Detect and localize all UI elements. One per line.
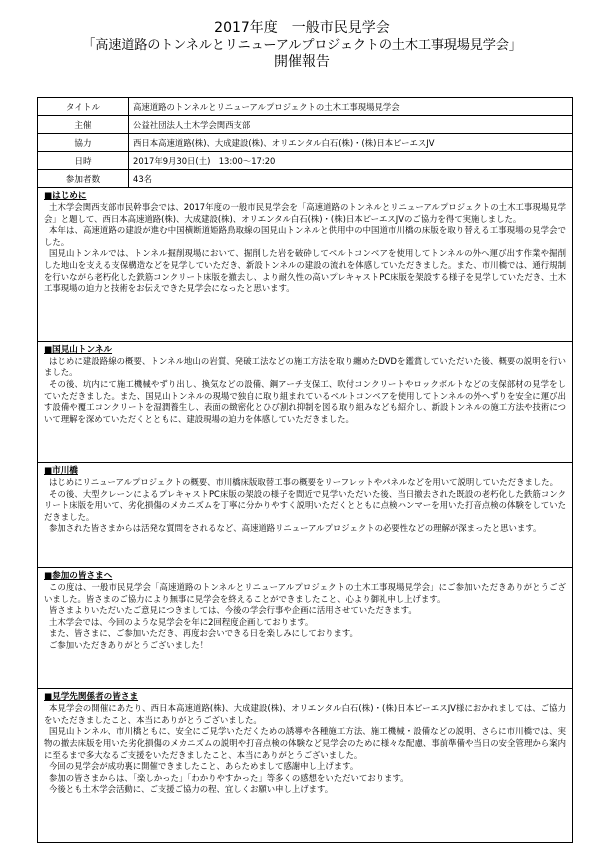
paragraph: 皆さまよりいただいたご意見につきましては、今後の学会行事や企画に活用させていただきます。: [49, 605, 417, 616]
section-intro: [38, 188, 573, 342]
info-value: 43名: [129, 170, 573, 188]
info-label: 主催: [38, 116, 129, 134]
info-label: 参加者数: [38, 170, 129, 188]
paragraph: 土木学会では、今回のような見学会を年に2回程度企画しております。: [49, 616, 314, 627]
paragraph: 今回の見学会が成功裏に開催できましたこと、あらためまして感謝申し上げます。: [49, 761, 359, 772]
paragraph: 今後とも土木学会活動に、ご支援ご協力の程、宜しくお願い申し上げます。: [49, 784, 334, 795]
section-thanks: [38, 689, 573, 843]
paragraph: ご参加いただきありがとうございました！: [49, 639, 209, 650]
paragraph: はじめにリニューアルプロジェクトの概要、市川橋床版取替工事の概要をリーフレットやパネルなどを用いて説明していただきました。: [49, 476, 558, 487]
paragraph: その後、大型クレーンによるプレキャストPC床版の架設の様子を間近で見学いただいた後、当日撤去された既設の老朽化した鉄筋コンクリート床版を用いて、劣化損傷のメカニズムを丁寧に分かりやすく説明いただくとともに点検ハンマーを用いた打音点検の体験をしていただきました。: [44, 488, 566, 522]
info-label: タイトル: [38, 98, 129, 116]
paragraph: この度は、一般市民見学会「高速道路のトンネルとリニューアルプロジェクトの土木工事現場見学会」にご参加いただきありがとうございました。皆さまのご協力により無事に見学会を終えることができましたこと、心より御礼申し上げます。: [44, 581, 566, 604]
paragraph: 本年は、高速道路の建設が進む中国横断道姫路鳥取線の国見山トンネルと供用中の中国道市川橋の床版を取り替える工事現場の見学会でした。: [44, 225, 566, 247]
info-row-title: [38, 98, 573, 116]
section-heading: ■市川橋: [44, 465, 78, 476]
title-line-2: 「高速道路のトンネルとリニューアルプロジェクトの土木工事現場見学会」: [82, 38, 522, 53]
paragraph: 土木学会関西支部市民幹事会では、2017年度の一般市民見学会を「高速道路のトンネルとリニューアルプロジェクトの土木工事現場見学会」と題して、西日本高速道路(株)、大成建設(株)、オリエンタル白石(株)・(株)日本ピーエスJVのご協力を得て実施しました。: [44, 202, 566, 224]
report-title: [0, 20, 604, 71]
paragraph: 参加された皆さまからは活発な質問をされるなど、高速道路リニューアルプロジェクトの必要性などの理解が深まったと思います。: [49, 523, 542, 534]
paragraph: 参加の皆さまからは、「楽しかった」「わかりやすかった」等多くの感想をいただいております。: [49, 772, 409, 783]
info-row-attendance: [38, 170, 573, 188]
section-tunnel: [38, 341, 573, 462]
title-line-1: 2017年度 一般市民見学会: [214, 20, 390, 36]
paragraph: 国見山トンネル、市川橋ともに、安全にご見学いただくための誘導や各種施工方法、施工機械・設備などの説明、さらに市川橋では、実物の撤去床版を用いた劣化損傷のメカニズムの説明や打音点検の体験など見学会のために様々な配慮、事前準備や当日の安全管理から案内に至るまで多大なるご支援をいただきましたこと、本当にありがとうございました。: [44, 726, 566, 760]
info-value: 高速道路のトンネルとリニューアルプロジェクトの土木工事現場見学会: [129, 98, 573, 116]
report-table: [37, 97, 573, 843]
title-line-3: 開催報告: [274, 54, 330, 70]
paragraph: 本見学会の開催にあたり、西日本高速道路(株)、大成建設(株)、オリエンタル白石(株)・(株)日本ピーエスJV様におかれましては、ご協力をいただきましたこと、本当にありがとうございました。: [44, 703, 566, 725]
paragraph: はじめに建設路線の概要、トンネル地山の岩質、発破工法などの施工方法を取り纏めたDVDを鑑賞していただいた後、概要の説明を行いました。: [44, 355, 566, 378]
section-heading: ■見学先関係者の皆さま: [44, 692, 139, 703]
info-row-cooperation: [38, 134, 573, 152]
info-label: 日時: [38, 152, 129, 170]
info-label: 協力: [38, 134, 129, 152]
paragraph: また、皆さまに、ご参加いただき、再度お会いできる日を楽しみにしております。: [49, 628, 358, 639]
section-participants: [38, 567, 573, 688]
paragraph: 国見山トンネルでは、トンネル掘削現場において、掘削した岩を破砕してベルトコンベアを使用してトンネルの外へ運び出す作業や掘削した地山を支える支保構造などを見学していただき、新設トンネルの建設の流れを体感していただきました。また、市川橋では、通行規制を行いながら老朽化した鉄筋コンクリート床版を撤去し、より耐久性の高いプレキャストPC床版を架設する様子を見学していただき、土木工事現場の迫力と技術をお伝えできた見学会になったと思います。: [44, 248, 566, 294]
info-row-organizer: [38, 116, 573, 134]
info-value: 西日本高速道路(株)、大成建設(株)、オリエンタル白石(株)・(株)日本ピーエスJV: [129, 134, 573, 152]
section-heading: ■はじめに: [44, 191, 87, 201]
info-value: 公益社団法人土木学会関西支部: [129, 116, 573, 134]
section-heading: ■参加の皆さまへ: [44, 570, 113, 581]
info-row-datetime: [38, 152, 573, 170]
section-heading: ■国見山トンネル: [44, 344, 113, 355]
paragraph: その後、坑内にて施工機械やずり出し、換気などの設備、鋼アーチ支保工、吹付コンクリートやロックボルトなどの支保部材の見学をしていただきました。また、国見山トンネルの現場で独自に取り組まれているベルトコンベアを使用してトンネルの外へずりを安全に運び出す設備や覆工コンクリートを湿潤養生し、表面の緻密化とひび割れ抑制を図る取り組みなども紹介し、新設トンネルの施工方法や技術について理解を深めていただくとともに、建設現場の迫力を体感していただきました。: [44, 378, 566, 424]
section-bridge: [38, 462, 573, 567]
info-value: 2017年9月30日(土) 13:00～17:20: [129, 152, 573, 170]
